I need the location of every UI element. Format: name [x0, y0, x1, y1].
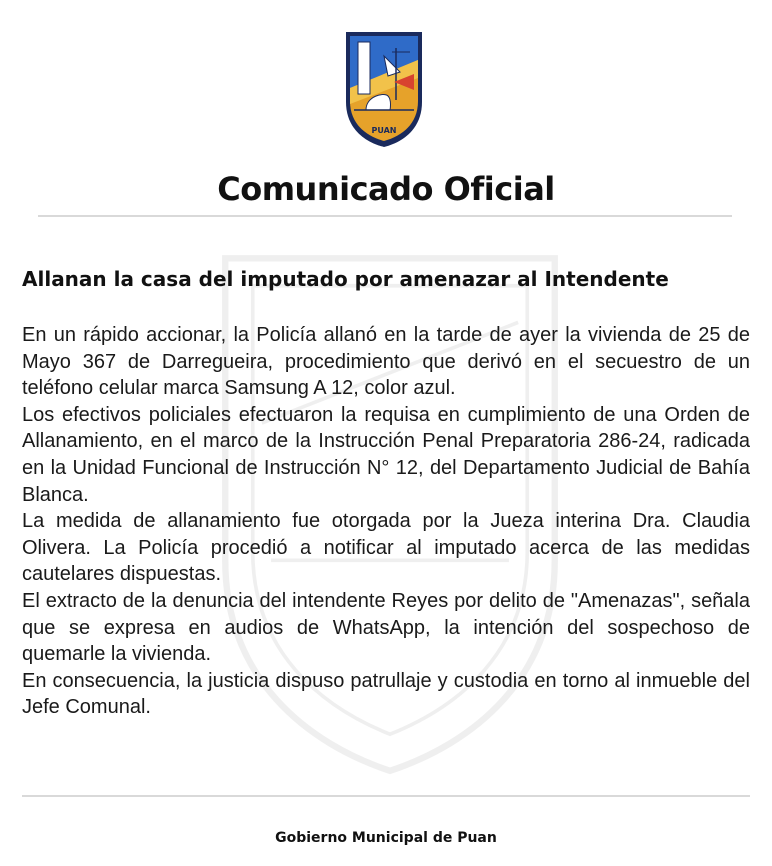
article-body [22, 322, 750, 721]
footer-divider [22, 795, 750, 797]
article-paragraph: Los efectivos policiales efectuaron la requisa en cumplimiento de una Orden de Allanamiento, en el marco de la Instrucción Penal Preparatoria 286-24, radicada en la Unidad Funcional de Instrucción N° 12, del Departamento Judicial de Bahía Blanca. [22, 403, 750, 506]
page-title: Comunicado Oficial [217, 170, 555, 208]
title-divider [38, 215, 732, 217]
footer-organization: Gobierno Municipal de Puan [275, 830, 497, 846]
crest-label: PUAN [371, 126, 397, 135]
article-paragraph: La medida de allanamiento fue otorgada por la Jueza interina Dra. Claudia Olivera. La Policía procedió a notificar al imputado acerca de las medidas cautelares dispuestas. [22, 510, 750, 586]
article-paragraph: En un rápido accionar, la Policía allanó en la tarde de ayer la vivienda de 25 de Mayo 367 de Darregueira, procedimiento que derivó en el secuestro de un teléfono celular marca Samsung A 12, color azul. [22, 324, 750, 400]
article-paragraph: El extracto de la denuncia del intendente Reyes por delito de "Amenazas", señala que se expresa en audios de WhatsApp, la intención del sospechoso de quemarle la vivienda. [22, 589, 750, 666]
article-paragraph: En consecuencia, la justicia dispuso patrullaje y custodia en torno al inmueble del Jefe Comunal. [22, 669, 750, 719]
article-headline: Allanan la casa del imputado por amenazar al Intendente [22, 267, 669, 291]
municipal-crest [344, 30, 424, 148]
